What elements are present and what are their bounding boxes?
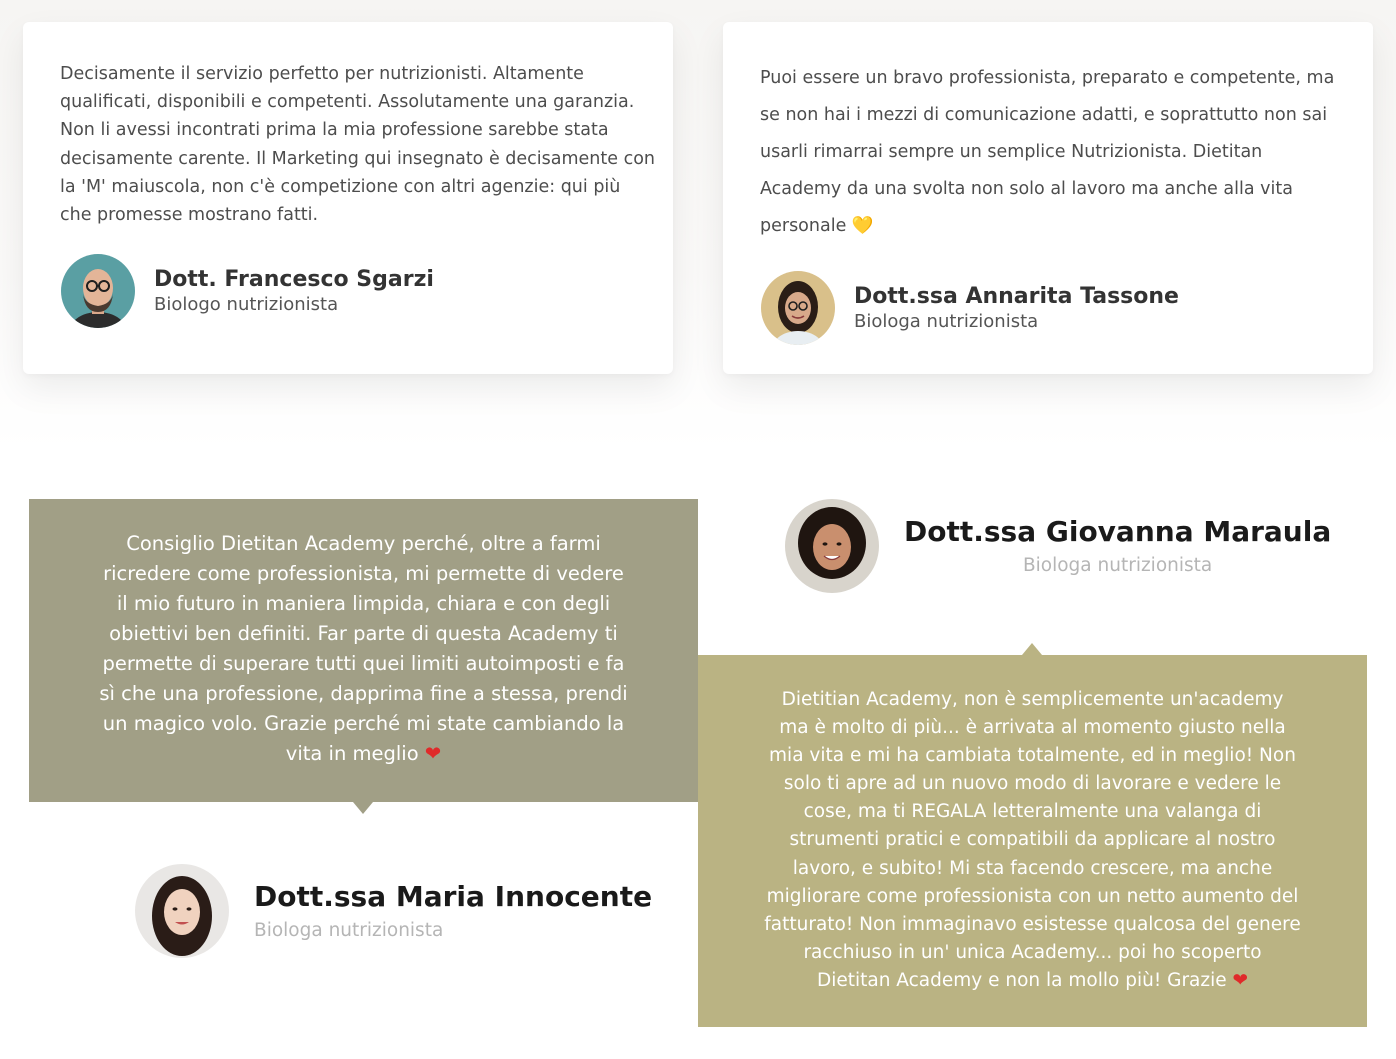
testimonial-quote-text: Dietitian Academy, non è semplicemente un'academy ma è molto di più... è arrivata al momento giusto nella mia vita e mi ha cambiata totalmente, ed in meglio! Non solo ti apre ad un nuovo modo di lavorare e vedere le cose, ma ti REGALA letteralmente una valanga di strumenti pratici e compatibili da applicare al nostro lavoro, e subito! Mi sta facendo crescere, ma anche migliorare come professionista con un netto aumento del fatturato! Non immaginavo esistesse qualcosa del genere racchiuso in un' unica Academy... poi ho scoperto Dietitan Academy e non la mollo più! Grazie [764,689,1301,991]
testimonial-quote-box [698,655,1367,1027]
testimonial-text: Decisamente il servizio perfetto per nutrizionisti. Altamente qualificati, disponibili e competenti. Assolutamente una garanzia. Non li avessi incontrati prima la mia professione sarebbe stata decisamente carente. Il Marketing qui insegnato è decisamente con la 'M' maiuscola, non c'è competizione con altri agenzie: qui più che promesse mostrano fatti. [60,64,655,226]
author-role: Biologo nutrizionista [154,293,339,315]
avatar [785,499,879,593]
person-role: Biologa nutrizionista [1022,554,1213,576]
red-heart-icon: ❤ [424,742,442,765]
person-name: Dott.ssa Giovanna Maraula [904,514,1332,548]
author-role: Biologa nutrizionista [854,310,1039,332]
testimonial-author [135,864,652,958]
avatar [761,271,835,345]
testimonial-text: Puoi essere un bravo professionista, preparato e competente, ma se non hai i mezzi di comunicazione adatti, e soprattutto non sai usarli rimarrai sempre un semplice Nutrizionista. Dietitan Academy da una svolta non solo al lavoro ma anche alla vita personale 💛 [760,68,1335,236]
testimonial-card [723,22,1373,374]
testimonial-author [785,499,1331,593]
testimonial-author [761,271,1179,345]
person-name: Dott.ssa Maria Innocente [254,879,653,913]
testimonial-card [23,22,673,374]
author-name: Dott. Francesco Sgarzi [154,266,434,292]
red-heart-icon: ❤ [1232,969,1249,991]
author-name: Dott.ssa Annarita Tassone [854,283,1179,309]
avatar [61,254,135,328]
testimonial-quote-text: Consiglio Dietitan Academy perché, oltre a farmi ricredere come professionista, mi permette di vedere il mio futuro in maniera limpida, chiara e con degli obiettivi ben definiti. Far parte di questa Academy ti permette di superare tutti quei limiti autoimposti e fa sì che una professione, dapprima fine a stessa, prendi un magico volo. Grazie perché mi state cambiando la vita in meglio [99,532,628,765]
avatar [135,864,229,958]
person-role: Biologa nutrizionista [254,919,444,941]
testimonial-author [61,254,434,328]
testimonial-quote-box [29,499,698,802]
yellow-heart-icon: 💛 [851,216,874,236]
